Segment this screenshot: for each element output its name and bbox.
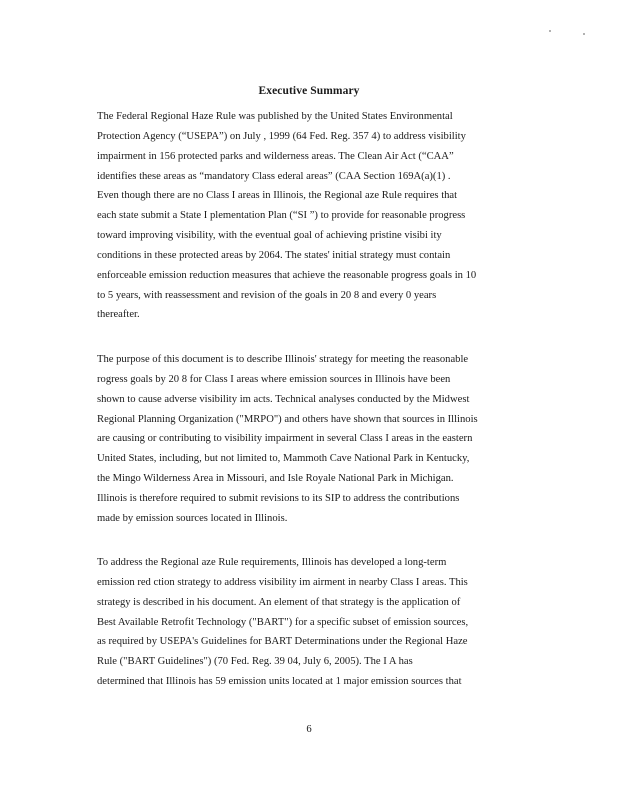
text-line: Illinois is therefore required to submit revisions to its SIP to address the contributions (97, 492, 460, 504)
text-line: strategy is described in his document. An element of that strategy is the application of (97, 596, 461, 608)
text-line: each state submit a State I plementation Plan (“SI ”) to provide for reasonable progress (97, 210, 466, 222)
text-line: made by emission sources located in Illinois. (97, 512, 288, 524)
text-line: identifies these areas as “mandatory Class ederal areas” (CAA Section 169A(a)(1) . (97, 170, 451, 182)
section-title: Executive Summary (258, 85, 360, 97)
text-line: Even though there are no Class I areas in Illinois, the Regional aze Rule requires that (97, 190, 458, 202)
text-line: The Federal Regional Haze Rule was published by the United States Environmental (97, 111, 453, 122)
text-line: to 5 years, with reassessment and revision of the goals in 20 8 and every 0 years (97, 289, 437, 301)
text-line: United States, including, but not limited to, Mammoth Cave National Park in Kentucky, (97, 453, 470, 465)
paragraph-3 (97, 553, 527, 692)
text-line: thereafter. (97, 309, 140, 321)
text-line: conditions in these protected areas by 2064. The states' initial strategy must contain (97, 249, 451, 261)
page-number: 6 (306, 724, 312, 735)
paragraph-1 (97, 107, 527, 325)
text-line: The purpose of this document is to describe Illinois' strategy for meeting the reasonable (97, 354, 469, 365)
scan-speck (549, 30, 551, 32)
text-line: rogress goals by 20 8 for Class I areas where emission sources in Illinois have been (97, 373, 451, 385)
text-line: toward improving visibility, with the eventual goal of achieving pristine visibi ity (97, 230, 442, 242)
text-line: Best Available Retrofit Technology ("BART") for a specific subset of emission sources, (97, 616, 469, 628)
paragraph-2 (97, 350, 527, 529)
text-line: are causing or contributing to visibility impairment in several Class I areas in the eastern (97, 433, 473, 445)
text-line: Rule ("BART Guidelines") (70 Fed. Reg. 39 04, July 6, 2005). The I A has (97, 656, 413, 668)
text-line: Protection Agency (“USEPA”) on July , 1999 (64 Fed. Reg. 357 4) to address visibility (97, 130, 466, 142)
text-line: determined that Illinois has 59 emission units located at 1 major emission sources that (97, 676, 462, 688)
text-line: as required by USEPA's Guidelines for BART Determinations under the Regional Haze (97, 636, 468, 648)
text-line: impairment in 156 protected parks and wilderness areas. The Clean Air Act (“CAA” (97, 150, 454, 162)
scan-speck (583, 33, 585, 35)
text-line: the Mingo Wilderness Area in Missouri, and Isle Royale National Park in Michigan. (97, 473, 454, 485)
text-line: To address the Regional aze Rule requirements, Illinois has developed a long-term (97, 557, 447, 568)
text-line: shown to cause adverse visibility im acts. Technical analyses conducted by the Midwest (97, 393, 470, 405)
text-line: enforceable emission reduction measures that achieve the reasonable progress goals in 10 (97, 269, 477, 281)
text-line: Regional Planning Organization ("MRPO") and others have shown that sources in Illinois (97, 413, 478, 425)
text-line: emission red ction strategy to address visibility im airment in nearby Class I areas. This (97, 576, 468, 588)
